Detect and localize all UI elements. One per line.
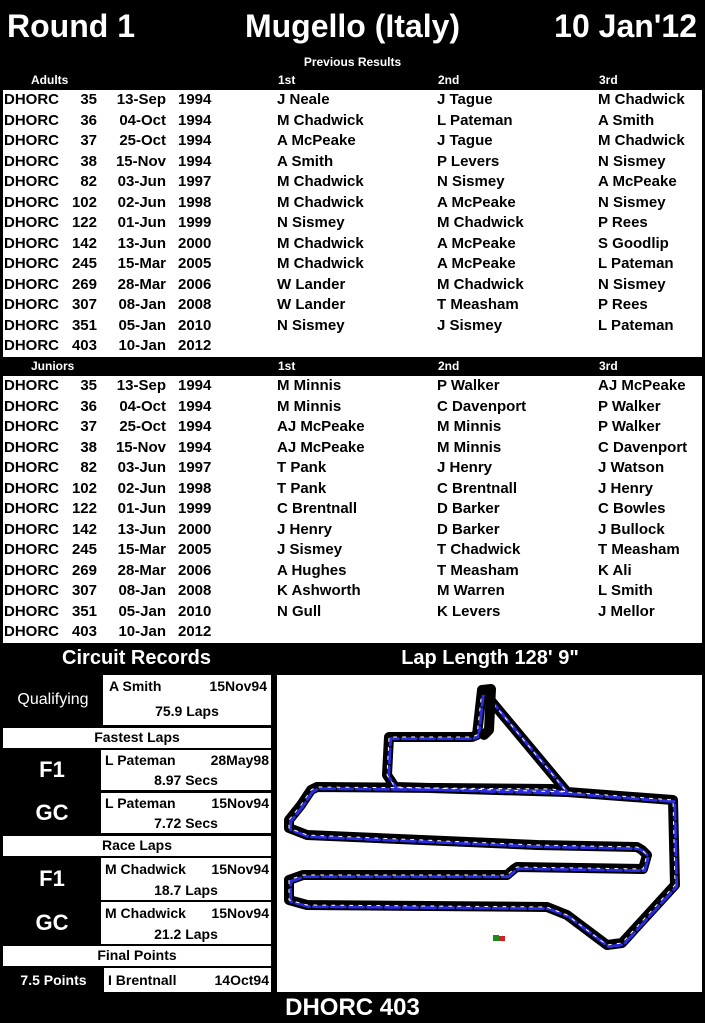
- juniors-cell-first: T Pank: [277, 459, 327, 476]
- juniors-cell-club: DHORC: [4, 459, 59, 476]
- adults-cell-year: 1998: [178, 193, 212, 211]
- juniors-cell-date: 15-Nov: [115, 438, 166, 456]
- fastest-f1-value: 8.97 Secs: [154, 772, 218, 788]
- adults-cell-club: DHORC: [4, 173, 59, 190]
- juniors-cell-year: 1994: [178, 377, 212, 394]
- qualifying-record: [103, 675, 271, 725]
- footer-event-code: DHORC 403: [285, 994, 420, 1021]
- adults-cell-second: N Sismey: [437, 173, 505, 190]
- fastest-gc-value: 7.72 Secs: [154, 815, 218, 831]
- adults-cell-club: DHORC: [4, 255, 59, 272]
- juniors-cell-club: DHORC: [4, 377, 59, 394]
- juniors-cell-num: 269: [71, 561, 97, 579]
- table-row: [3, 479, 702, 500]
- adults-cell-third: A Smith: [598, 111, 655, 129]
- adults-cell-first: J Neale: [277, 91, 330, 108]
- juniors-cell-num: 37: [80, 418, 97, 435]
- fastest-f1-record: [101, 750, 271, 790]
- start-marker-icon: [493, 935, 499, 941]
- adults-cell-third: P Rees: [598, 296, 648, 313]
- finish-marker-icon: [499, 936, 505, 941]
- adults-cell-date: 01-Jun: [117, 214, 166, 231]
- adults-cell-num: 142: [71, 234, 97, 252]
- table-row: [3, 316, 702, 337]
- table-row: [3, 193, 702, 214]
- juniors-cell-num: 142: [71, 520, 97, 538]
- juniors-cell-club: DHORC: [4, 479, 59, 497]
- juniors-cell-third: J Henry: [598, 479, 654, 497]
- table-row: [3, 499, 702, 520]
- juniors-cell-num: 35: [80, 377, 97, 394]
- adults-cell-third: N Sismey: [598, 275, 666, 293]
- table-row: [3, 417, 702, 438]
- juniors-cell-second: T Measham: [437, 561, 519, 579]
- fastest-gc-date: 15Nov94: [211, 795, 269, 811]
- adults-cell-first: A Smith: [277, 152, 334, 170]
- adults-col-2nd: 2nd: [438, 73, 460, 87]
- adults-cell-club: DHORC: [4, 152, 59, 170]
- juniors-cell-year: 2005: [178, 541, 212, 558]
- table-row: [3, 234, 702, 255]
- lap-length-title: Lap Length 128' 9": [275, 645, 705, 673]
- event-date: 10 Jan'12: [554, 8, 697, 44]
- juniors-cell-date: 04-Oct: [119, 397, 166, 415]
- race-laps-title: Race Laps: [3, 836, 271, 856]
- table-row: [3, 275, 702, 296]
- juniors-cell-second: C Davenport: [437, 397, 527, 415]
- juniors-label: Juniors: [31, 359, 75, 373]
- juniors-cell-num: 351: [71, 602, 97, 620]
- juniors-cell-second: M Minnis: [437, 418, 502, 435]
- table-row: [3, 152, 702, 173]
- juniors-cell-third: J Mellor: [598, 602, 655, 620]
- final-points-name: I Brentnall: [108, 972, 177, 988]
- juniors-cell-third: P Walker: [598, 418, 661, 435]
- juniors-cell-third: L Smith: [598, 582, 653, 599]
- qualifying-date: 15Nov94: [209, 678, 267, 694]
- adults-col-3rd: 3rd: [599, 73, 618, 87]
- table-row: [3, 131, 702, 152]
- venue-title: Mugello (Italy): [244, 8, 461, 44]
- juniors-cell-second: C Brentnall: [437, 479, 518, 497]
- juniors-cell-num: 82: [80, 459, 97, 476]
- race-gc-label: GC: [3, 902, 101, 944]
- race-f1-label: F1: [3, 858, 101, 900]
- adults-cell-year: 2010: [178, 316, 212, 334]
- adults-cell-year: 2012: [178, 337, 212, 354]
- fastest-gc-label: GC: [3, 793, 101, 833]
- adults-cell-year: 2000: [178, 234, 212, 252]
- table-row: [3, 520, 702, 541]
- adults-results-table: [3, 90, 702, 357]
- race-f1-value: 18.7 Laps: [154, 882, 218, 898]
- adults-cell-date: 02-Jun: [117, 193, 166, 211]
- table-row: [3, 438, 702, 459]
- adults-cell-num: 36: [80, 111, 97, 129]
- juniors-cell-first: AJ McPeake: [277, 438, 365, 456]
- table-row: [3, 376, 702, 397]
- adults-cell-club: DHORC: [4, 91, 59, 108]
- juniors-cell-year: 1998: [178, 479, 212, 497]
- adults-cell-second: T Measham: [437, 296, 519, 313]
- race-f1-date: 15Nov94: [211, 861, 269, 877]
- table-row: [3, 90, 702, 111]
- track-map-panel: [277, 675, 702, 992]
- table-row: [3, 111, 702, 132]
- race-f1-name: M Chadwick: [105, 861, 186, 877]
- juniors-cell-date: 25-Oct: [119, 418, 166, 435]
- juniors-cell-year: 2006: [178, 561, 212, 579]
- juniors-cell-num: 38: [80, 438, 97, 456]
- juniors-cell-second: D Barker: [437, 500, 500, 517]
- adults-cell-year: 2006: [178, 275, 212, 293]
- juniors-cell-club: DHORC: [4, 500, 59, 517]
- juniors-cell-first: AJ McPeake: [277, 418, 365, 435]
- juniors-cell-year: 2010: [178, 602, 212, 620]
- adults-cell-second: J Tague: [437, 91, 493, 108]
- adults-cell-year: 1994: [178, 91, 212, 108]
- adults-cell-date: 15-Mar: [117, 255, 166, 272]
- juniors-cell-date: 03-Jun: [117, 459, 166, 476]
- adults-cell-year: 2005: [178, 255, 212, 272]
- final-points-label: 7.5 Points: [20, 972, 87, 988]
- adults-cell-second: A McPeake: [437, 193, 516, 211]
- final-points-record: [104, 968, 271, 992]
- juniors-cell-second: P Walker: [437, 377, 500, 394]
- round-label: Round 1: [7, 8, 135, 44]
- juniors-col-1st: 1st: [278, 359, 296, 373]
- juniors-cell-num: 36: [80, 397, 97, 415]
- juniors-cell-second: D Barker: [437, 520, 500, 538]
- adults-cell-first: N Sismey: [277, 214, 345, 231]
- juniors-cell-first: J Henry: [277, 520, 333, 538]
- page-header: [0, 0, 705, 52]
- juniors-cell-first: T Pank: [277, 479, 327, 497]
- table-row: [3, 581, 702, 602]
- juniors-cell-second: K Levers: [437, 602, 501, 620]
- table-row: [3, 213, 702, 234]
- adults-label: Adults: [31, 73, 69, 87]
- adults-cell-year: 1994: [178, 132, 212, 149]
- race-f1-record: [101, 858, 271, 900]
- table-row: [3, 397, 702, 418]
- adults-cell-num: 35: [80, 91, 97, 108]
- adults-cell-date: 03-Jun: [117, 173, 166, 190]
- adults-cell-date: 13-Jun: [117, 234, 166, 252]
- table-row: [3, 172, 702, 193]
- adults-cell-num: 403: [71, 337, 97, 354]
- table-row: [3, 540, 702, 561]
- adults-header: [3, 72, 702, 89]
- juniors-cell-year: 1994: [178, 397, 212, 415]
- previous-results-bar: [3, 54, 702, 70]
- race-gc-date: 15Nov94: [211, 905, 269, 921]
- juniors-cell-club: DHORC: [4, 561, 59, 579]
- juniors-cell-date: 15-Mar: [117, 541, 166, 558]
- adults-cell-year: 1999: [178, 214, 212, 231]
- juniors-cell-num: 403: [71, 623, 97, 640]
- adults-cell-second: J Tague: [437, 132, 493, 149]
- adults-cell-date: 13-Sep: [116, 91, 166, 108]
- adults-cell-date: 25-Oct: [119, 132, 166, 149]
- juniors-cell-date: 10-Jan: [118, 623, 166, 640]
- juniors-cell-club: DHORC: [4, 397, 59, 415]
- adults-cell-second: A McPeake: [437, 234, 516, 252]
- juniors-cell-club: DHORC: [4, 541, 59, 558]
- adults-cell-num: 122: [71, 214, 97, 231]
- juniors-cell-year: 2000: [178, 520, 212, 538]
- fastest-gc-record: [101, 793, 271, 833]
- adults-cell-club: DHORC: [4, 316, 59, 334]
- juniors-cell-num: 122: [71, 500, 97, 517]
- adults-cell-first: M Chadwick: [277, 255, 364, 272]
- juniors-cell-first: M Minnis: [277, 377, 342, 394]
- qualifying-name: A Smith: [109, 678, 162, 694]
- juniors-cell-second: J Henry: [437, 459, 493, 476]
- adults-cell-date: 15-Nov: [115, 152, 166, 170]
- juniors-cell-first: K Ashworth: [277, 582, 361, 599]
- fastest-gc-name: L Pateman: [105, 795, 176, 811]
- juniors-cell-num: 245: [71, 541, 97, 558]
- adults-cell-num: 102: [71, 193, 97, 211]
- adults-cell-year: 1994: [178, 111, 212, 129]
- adults-cell-second: M Chadwick: [437, 275, 524, 293]
- adults-cell-third: N Sismey: [598, 152, 666, 170]
- adults-cell-club: DHORC: [4, 111, 59, 129]
- adults-cell-date: 08-Jan: [118, 296, 166, 313]
- adults-cell-second: L Pateman: [437, 111, 513, 129]
- juniors-cell-second: M Warren: [437, 582, 505, 599]
- fastest-laps-title: Fastest Laps: [3, 728, 271, 748]
- juniors-cell-year: 2012: [178, 623, 212, 640]
- adults-cell-third: M Chadwick: [598, 132, 685, 149]
- adults-cell-date: 10-Jan: [118, 337, 166, 354]
- race-gc-name: M Chadwick: [105, 905, 186, 921]
- adults-cell-third: M Chadwick: [598, 91, 685, 108]
- final-points-date: 14Oct94: [214, 972, 269, 988]
- adults-cell-num: 245: [71, 255, 97, 272]
- juniors-cell-year: 1999: [178, 500, 212, 517]
- juniors-cell-date: 13-Sep: [116, 377, 166, 394]
- juniors-cell-date: 13-Jun: [117, 520, 166, 538]
- adults-cell-num: 37: [80, 132, 97, 149]
- adults-cell-num: 82: [80, 173, 97, 190]
- track-map: [277, 675, 702, 992]
- adults-cell-second: M Chadwick: [437, 214, 524, 231]
- juniors-cell-third: C Davenport: [598, 438, 688, 456]
- adults-cell-third: N Sismey: [598, 193, 666, 211]
- juniors-cell-third: J Watson: [598, 459, 665, 476]
- adults-cell-first: M Chadwick: [277, 234, 364, 252]
- final-points-label-box: [3, 968, 104, 992]
- adults-cell-first: W Lander: [277, 296, 346, 313]
- table-row: [3, 254, 702, 275]
- adults-cell-club: DHORC: [4, 296, 59, 313]
- adults-col-1st: 1st: [278, 73, 296, 87]
- juniors-cell-first: N Gull: [277, 602, 322, 620]
- adults-cell-year: 1994: [178, 152, 212, 170]
- adults-cell-third: S Goodlip: [598, 234, 669, 252]
- adults-cell-first: M Chadwick: [277, 111, 364, 129]
- adults-cell-first: A McPeake: [277, 132, 356, 149]
- juniors-cell-club: DHORC: [4, 623, 59, 640]
- juniors-cell-year: 1994: [178, 438, 212, 456]
- juniors-col-2nd: 2nd: [438, 359, 460, 373]
- race-gc-value: 21.2 Laps: [154, 926, 218, 942]
- adults-cell-date: 05-Jan: [118, 316, 166, 334]
- juniors-cell-date: 01-Jun: [117, 500, 166, 517]
- adults-cell-second: P Levers: [437, 152, 500, 170]
- adults-cell-year: 1997: [178, 173, 212, 190]
- table-row: [3, 622, 702, 643]
- juniors-header: [3, 358, 702, 375]
- fastest-f1-date: 28May98: [210, 752, 269, 768]
- juniors-cell-date: 28-Mar: [117, 561, 166, 579]
- juniors-cell-num: 307: [71, 582, 97, 599]
- adults-cell-second: J Sismey: [437, 316, 503, 334]
- juniors-cell-third: T Measham: [598, 541, 680, 558]
- juniors-cell-date: 08-Jan: [118, 582, 166, 599]
- juniors-cell-second: T Chadwick: [437, 541, 521, 558]
- juniors-cell-date: 02-Jun: [117, 479, 166, 497]
- juniors-col-3rd: 3rd: [599, 359, 618, 373]
- juniors-cell-third: K Ali: [598, 561, 632, 579]
- juniors-cell-third: AJ McPeake: [598, 377, 686, 394]
- adults-cell-club: DHORC: [4, 234, 59, 252]
- qualifying-value: 75.9 Laps: [155, 703, 219, 719]
- adults-cell-first: M Chadwick: [277, 193, 364, 211]
- juniors-cell-year: 1994: [178, 418, 212, 435]
- race-gc-record: [101, 902, 271, 944]
- adults-cell-third: L Pateman: [598, 316, 674, 334]
- adults-cell-second: A McPeake: [437, 255, 516, 272]
- table-row: [3, 458, 702, 479]
- juniors-cell-club: DHORC: [4, 602, 59, 620]
- adults-cell-date: 04-Oct: [119, 111, 166, 129]
- fastest-f1-name: L Pateman: [105, 752, 176, 768]
- adults-cell-club: DHORC: [4, 275, 59, 293]
- adults-cell-num: 307: [71, 296, 97, 313]
- adults-cell-club: DHORC: [4, 337, 59, 354]
- adults-cell-first: W Lander: [277, 275, 346, 293]
- juniors-cell-third: P Walker: [598, 397, 661, 415]
- juniors-cell-first: C Brentnall: [277, 500, 358, 517]
- adults-cell-third: P Rees: [598, 214, 648, 231]
- adults-cell-third: L Pateman: [598, 255, 674, 272]
- adults-cell-date: 28-Mar: [117, 275, 166, 293]
- adults-cell-num: 38: [80, 152, 97, 170]
- qualifying-label: Qualifying: [3, 675, 103, 725]
- juniors-results-table: [3, 376, 702, 643]
- circuit-layout: [289, 689, 677, 947]
- juniors-cell-first: A Hughes: [277, 561, 347, 579]
- juniors-cell-date: 05-Jan: [118, 602, 166, 620]
- final-points-title: Final Points: [3, 946, 271, 966]
- fastest-f1-label: F1: [3, 750, 101, 790]
- adults-cell-first: N Sismey: [277, 316, 345, 334]
- table-row: [3, 561, 702, 582]
- adults-cell-year: 2008: [178, 296, 212, 313]
- juniors-cell-first: M Minnis: [277, 397, 342, 415]
- adults-cell-third: A McPeake: [598, 173, 677, 190]
- juniors-cell-club: DHORC: [4, 582, 59, 599]
- previous-results-title: Previous Results: [303, 55, 402, 69]
- juniors-cell-first: J Sismey: [277, 541, 343, 558]
- juniors-cell-third: J Bullock: [598, 520, 665, 538]
- table-row: [3, 295, 702, 316]
- adults-cell-club: DHORC: [4, 193, 59, 211]
- circuit-records-title: Circuit Records: [0, 645, 273, 673]
- table-row: [3, 336, 702, 357]
- juniors-cell-year: 2008: [178, 582, 212, 599]
- adults-cell-num: 269: [71, 275, 97, 293]
- juniors-cell-year: 1997: [178, 459, 212, 476]
- juniors-cell-num: 102: [71, 479, 97, 497]
- table-row: [3, 602, 702, 623]
- juniors-cell-club: DHORC: [4, 520, 59, 538]
- adults-cell-club: DHORC: [4, 214, 59, 231]
- juniors-cell-club: DHORC: [4, 418, 59, 435]
- juniors-cell-third: C Bowles: [598, 500, 666, 517]
- adults-cell-club: DHORC: [4, 132, 59, 149]
- juniors-cell-second: M Minnis: [437, 438, 502, 456]
- juniors-cell-club: DHORC: [4, 438, 59, 456]
- adults-cell-first: M Chadwick: [277, 173, 364, 190]
- adults-cell-num: 351: [71, 316, 97, 334]
